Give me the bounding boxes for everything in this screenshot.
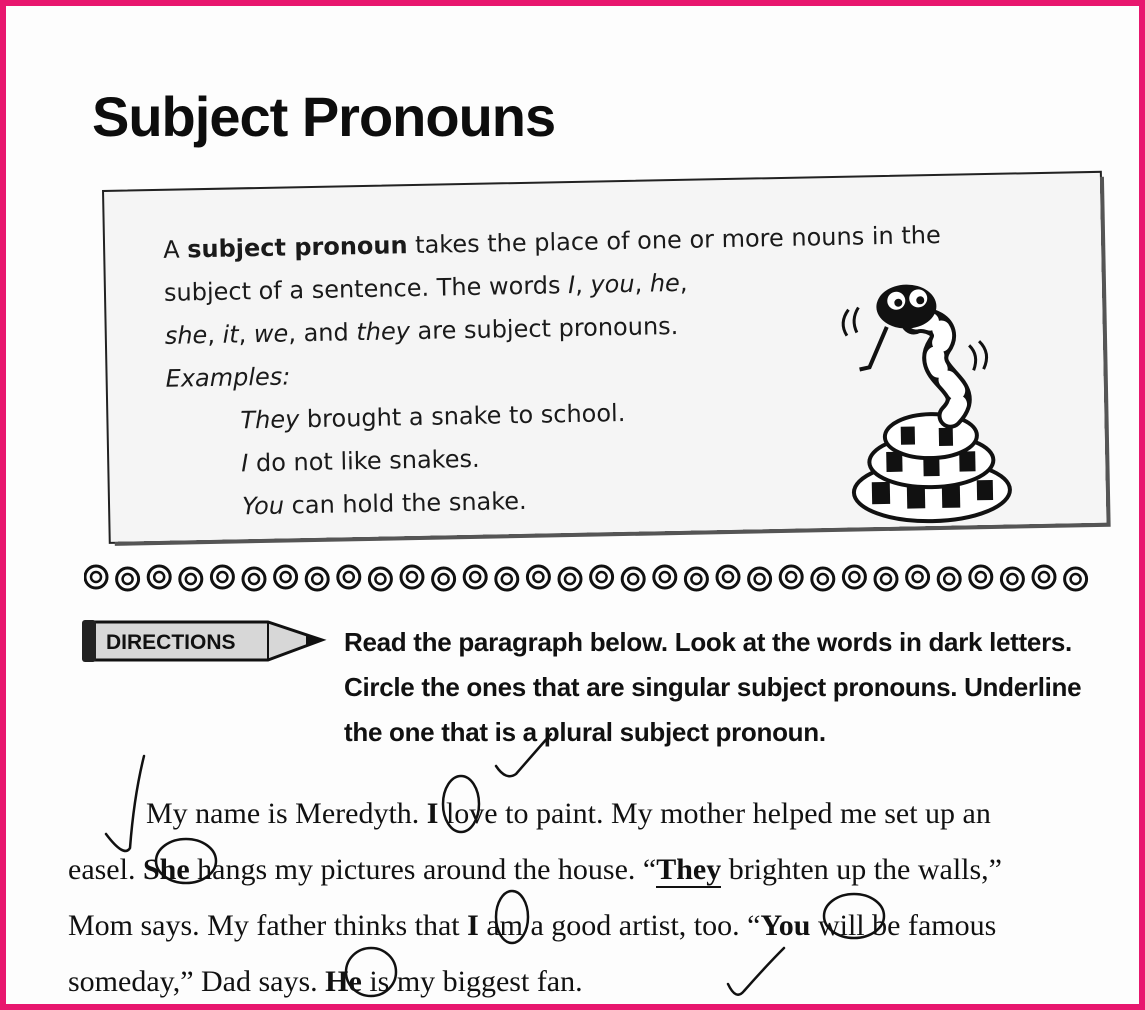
directions-tag <box>78 610 328 670</box>
directions-line-2: Circle the ones that are singular subject pronouns. Underline <box>344 672 1082 702</box>
term-subject-pronoun: subject pronoun <box>186 231 408 264</box>
example-3: You can hold the snake. <box>241 486 527 521</box>
definition-line-2: subject of a sentence. The words I, you, he, <box>163 268 688 307</box>
paragraph-line-4: someday,” Dad says. He is my biggest fan. <box>68 965 583 998</box>
ring-icon <box>559 568 581 590</box>
ring-icon <box>812 568 834 590</box>
ring-icon <box>907 566 929 588</box>
ring-icon <box>243 568 265 590</box>
ring-icon <box>464 566 486 588</box>
definition-text <box>163 214 946 530</box>
ring-icon <box>433 568 455 590</box>
ring-icon <box>369 568 391 590</box>
example-2: I do not like snakes. <box>241 444 480 478</box>
ring-icon <box>780 566 802 588</box>
ring-icon <box>275 566 297 588</box>
ring-icon <box>1065 568 1087 590</box>
ring-icon <box>401 566 423 588</box>
paragraph-line-3: Mom says. My father thinks that I am a good artist, too. “You will be famous <box>68 909 997 942</box>
paragraph-line-2: easel. She hangs my pictures around the house. “They brighten up the walls,” <box>68 853 1003 886</box>
ring-icon <box>622 568 644 590</box>
ring-icon <box>211 566 233 588</box>
directions-line-1: Read the paragraph below. Look at the words in dark letters. <box>344 627 1072 657</box>
ring-icon <box>338 566 360 588</box>
ring-icon <box>938 568 960 590</box>
ring-icon <box>1033 566 1055 588</box>
ring-icon <box>1001 568 1023 590</box>
ring-icon <box>843 566 865 588</box>
worksheet-page <box>6 6 1139 1004</box>
ring-icon <box>970 566 992 588</box>
ring-icon <box>527 566 549 588</box>
directions-line-3: the one that is a plural subject pronoun. <box>344 717 826 747</box>
page-title: Subject Pronouns <box>92 85 556 148</box>
directions-text <box>344 620 1114 755</box>
ring-divider <box>84 562 1094 592</box>
directions-label: DIRECTIONS <box>106 631 236 654</box>
ring-icon <box>117 568 139 590</box>
pronoun-you[interactable]: You <box>760 909 811 942</box>
pronoun-she[interactable]: She <box>142 853 190 886</box>
definition-box <box>102 171 1109 544</box>
definition-line-3: she, it, we, and they are subject pronouns. <box>164 311 679 350</box>
ring-icon <box>685 568 707 590</box>
pronoun-he[interactable]: He <box>325 965 362 998</box>
ring-icon <box>591 566 613 588</box>
exercise-paragraph <box>68 786 1108 1004</box>
pronoun-I-2[interactable]: I <box>467 909 479 942</box>
ring-icon <box>749 568 771 590</box>
ring-icon <box>85 566 107 588</box>
ring-icon <box>148 566 170 588</box>
ring-icon <box>875 568 897 590</box>
ring-icon <box>654 566 676 588</box>
ring-icon <box>496 568 518 590</box>
definition-line-1: A subject pronoun takes the place of one or more nouns in the <box>162 220 941 264</box>
paragraph-line-1: My name is Meredyth. I love to paint. My mother helped me set up an <box>146 797 991 830</box>
snake-illustration <box>828 274 1033 538</box>
example-1: They brought a snake to school. <box>240 398 626 435</box>
examples-label: Examples: <box>165 362 291 393</box>
pronoun-they[interactable]: They <box>656 853 722 886</box>
ring-icon <box>717 566 739 588</box>
pronoun-I-1[interactable]: I <box>426 797 439 830</box>
ring-icon <box>180 568 202 590</box>
ring-icon <box>306 568 328 590</box>
